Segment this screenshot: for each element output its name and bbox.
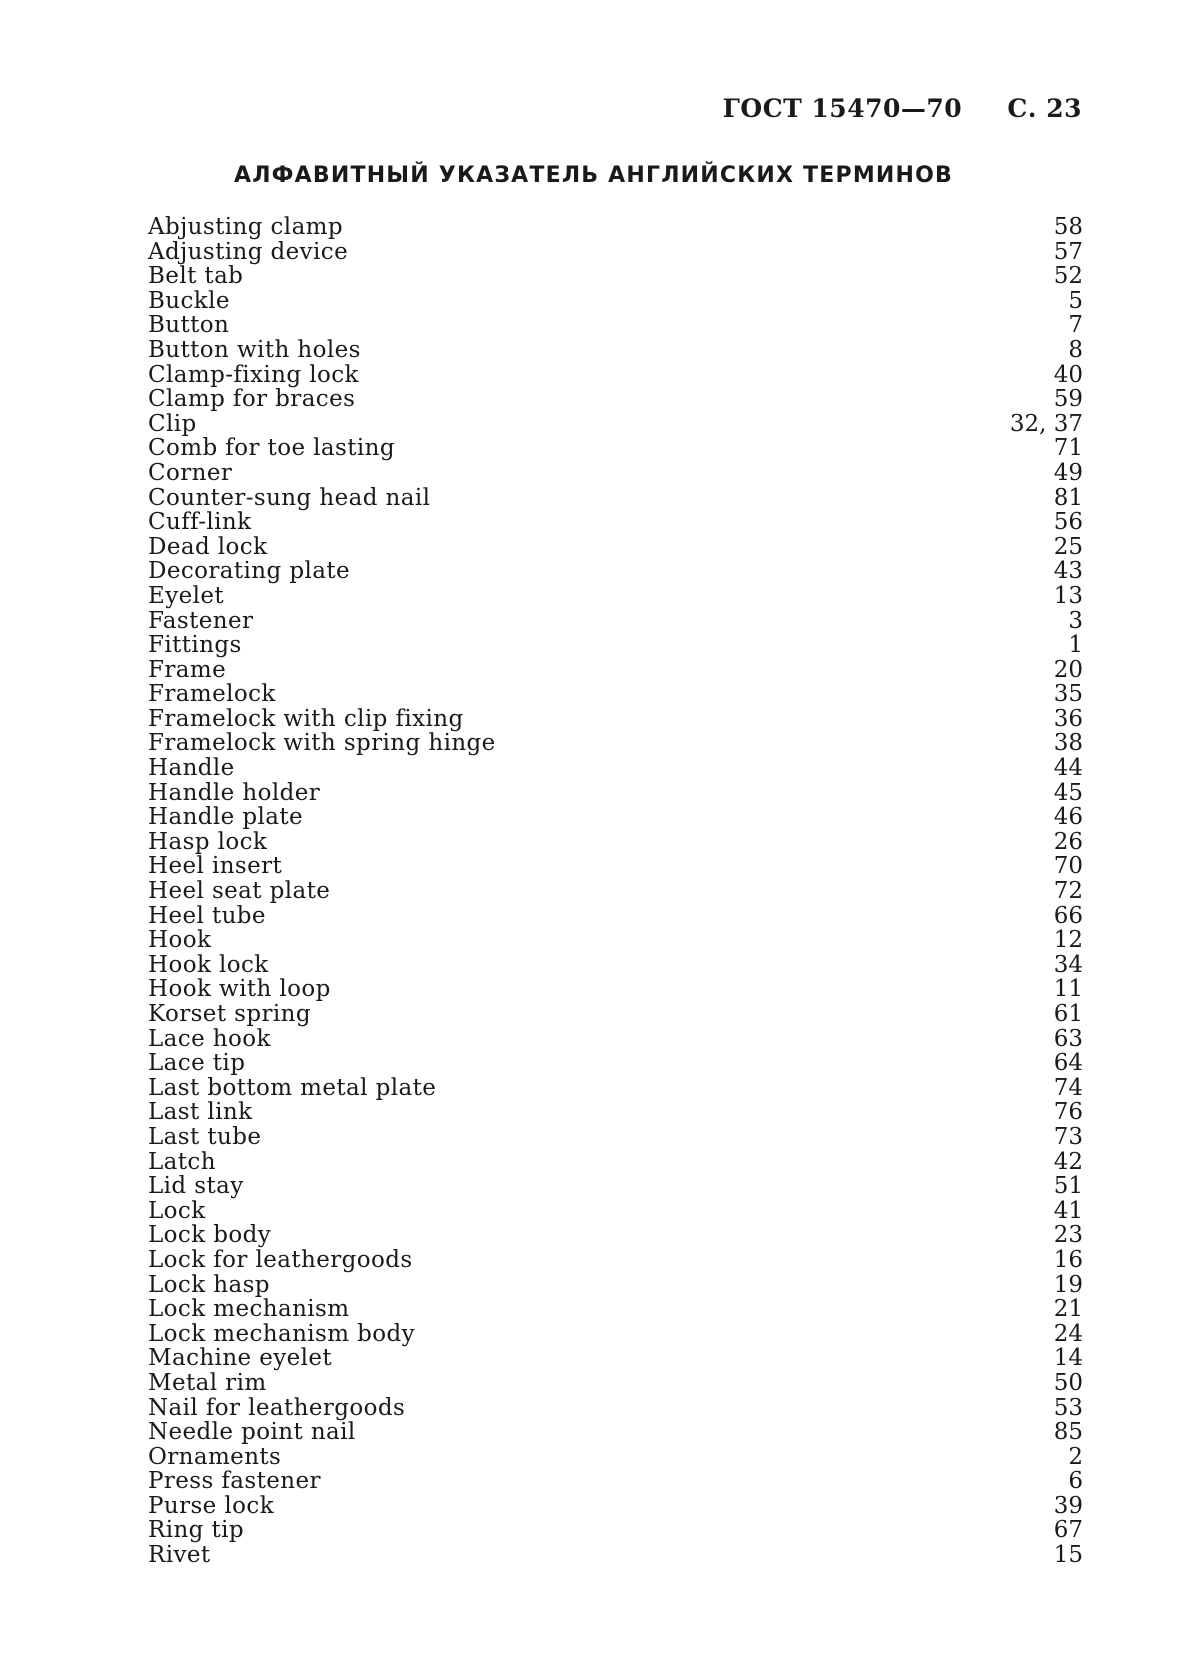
index-term-number: 24 <box>1053 1320 1083 1347</box>
index-term-number: 36 <box>1053 705 1083 732</box>
index-entry <box>148 707 1083 732</box>
index-entry <box>148 928 1083 953</box>
index-term: Abjusting clamp <box>148 214 344 240</box>
index-entry <box>148 1494 1083 1519</box>
index-term-number: 73 <box>1053 1123 1083 1150</box>
index-entry <box>148 830 1083 855</box>
index-entry <box>148 1199 1083 1224</box>
index-term-number: 26 <box>1053 828 1083 855</box>
index-term: Eyelet <box>148 582 225 609</box>
index-entry <box>148 1125 1083 1150</box>
index-term-number: 85 <box>1053 1419 1083 1446</box>
index-term-number: 39 <box>1053 1492 1083 1519</box>
index-term: Purse lock <box>148 1492 275 1519</box>
index-entry <box>148 436 1083 461</box>
index-term: Nail for leathergoods <box>148 1394 406 1421</box>
index-entry <box>148 1445 1083 1470</box>
index-term: Lock mechanism body <box>148 1320 416 1347</box>
index-entry <box>148 240 1083 265</box>
index-term: Latch <box>148 1148 216 1175</box>
index-term-number: 61 <box>1053 1001 1083 1027</box>
index-entry <box>148 1051 1083 1076</box>
index-term-number: 51 <box>1053 1173 1083 1200</box>
index-entry <box>148 682 1083 707</box>
index-term: Lace tip <box>148 1050 246 1077</box>
index-entry <box>148 1396 1083 1421</box>
index-entry <box>148 559 1083 584</box>
index-entry <box>148 977 1083 1002</box>
index-term-number: 38 <box>1053 730 1083 757</box>
index-entry <box>148 1076 1083 1101</box>
index-term-number: 5 <box>1068 287 1083 314</box>
index-entry <box>148 879 1083 904</box>
index-term-number: 34 <box>1053 951 1083 978</box>
index-term: Handle plate <box>148 804 304 831</box>
index-entry <box>148 731 1083 756</box>
index-term-number: 7 <box>1068 312 1083 339</box>
index-entry <box>148 510 1083 535</box>
index-term-number: 63 <box>1053 1025 1083 1052</box>
index-entry <box>148 313 1083 338</box>
index-term-number: 41 <box>1053 1197 1083 1224</box>
index-entry <box>148 805 1083 830</box>
index-term: Framelock with spring hinge <box>148 730 496 757</box>
index-term-number: 6 <box>1068 1468 1083 1495</box>
index-term: Heel seat plate <box>148 878 331 905</box>
index-term-number: 52 <box>1053 263 1083 290</box>
index-term: Clamp for braces <box>148 386 356 413</box>
index-entry <box>148 1174 1083 1199</box>
index-term: Press fastener <box>148 1468 321 1495</box>
index-entry <box>148 1518 1083 1543</box>
index-term: Decorating plate <box>148 558 350 585</box>
index-term: Fastener <box>148 607 254 634</box>
index-term: Dead lock <box>148 533 268 560</box>
index-term-number: 3 <box>1068 607 1083 634</box>
index-term-number: 66 <box>1053 902 1083 929</box>
index-term-number: 15 <box>1053 1542 1083 1569</box>
index-entry <box>148 1371 1083 1396</box>
index-term: Lock body <box>148 1222 272 1249</box>
index-term: Clamp-fixing lock <box>148 361 359 388</box>
index-term: Metal rim <box>148 1369 267 1396</box>
index-term: Frame <box>148 656 227 683</box>
index-term-number: 57 <box>1053 238 1083 265</box>
index-term: Lock <box>148 1197 206 1224</box>
index-entry <box>148 953 1083 978</box>
index-term-number: 46 <box>1053 804 1083 831</box>
index-entry <box>148 1002 1083 1027</box>
index-term: Adjusting device <box>148 238 349 265</box>
index-entry <box>148 1322 1083 1347</box>
index-term-number: 12 <box>1053 927 1083 954</box>
index-term-number: 53 <box>1053 1394 1083 1421</box>
index-entry <box>148 338 1083 363</box>
index-term: Lace hook <box>148 1025 271 1052</box>
index-term: Fittings <box>148 632 242 659</box>
index-term: Lock hasp <box>148 1271 270 1298</box>
index-term: Needle point nail <box>148 1419 356 1446</box>
index-term-number: 25 <box>1053 533 1083 560</box>
index-term: Framelock with clip fixing <box>148 705 464 732</box>
index-term: Hook <box>148 927 212 954</box>
index-entry <box>148 1223 1083 1248</box>
term-index-list <box>148 215 1083 1568</box>
index-entry <box>148 387 1083 412</box>
index-term-number: 13 <box>1053 582 1083 609</box>
index-term-number: 35 <box>1053 681 1083 708</box>
index-term: Handle <box>148 755 235 782</box>
index-term: Machine eyelet <box>148 1345 333 1372</box>
index-entry <box>148 1100 1083 1125</box>
index-term-number: 20 <box>1053 656 1083 683</box>
index-term: Hook lock <box>148 951 269 978</box>
index-term: Ornaments <box>148 1443 282 1470</box>
index-term: Hasp lock <box>148 828 268 855</box>
index-term: Lock mechanism <box>148 1296 350 1323</box>
index-title: АЛФАВИТНЫЙ УКАЗАТЕЛЬ АНГЛИЙСКИХ ТЕРМИНОВ <box>233 163 954 188</box>
index-entry <box>148 289 1083 314</box>
index-term: Heel tube <box>148 902 266 929</box>
index-entry <box>148 1346 1083 1371</box>
index-term: Corner <box>148 459 233 486</box>
index-term-number: 19 <box>1053 1271 1083 1298</box>
index-term-number: 59 <box>1053 386 1083 413</box>
index-term: Korset spring <box>148 1001 311 1027</box>
index-entry <box>148 1297 1083 1322</box>
index-term-number: 81 <box>1053 484 1083 511</box>
index-term-number: 44 <box>1053 755 1083 782</box>
index-entry <box>148 215 1083 240</box>
index-entry <box>148 1543 1083 1568</box>
index-entry <box>148 412 1083 437</box>
index-term-number: 72 <box>1053 878 1083 905</box>
index-term-number: 1 <box>1068 632 1083 659</box>
index-entry <box>148 486 1083 511</box>
index-term-number: 67 <box>1053 1517 1083 1544</box>
index-term-number: 58 <box>1053 214 1083 240</box>
index-term-number: 11 <box>1053 976 1083 1003</box>
index-term-number: 16 <box>1053 1246 1083 1273</box>
index-entry <box>148 854 1083 879</box>
index-term-number: 23 <box>1053 1222 1083 1249</box>
index-term: Ring tip <box>148 1517 245 1544</box>
index-term: Lid stay <box>148 1173 244 1200</box>
index-term-number: 76 <box>1053 1099 1083 1126</box>
index-term: Button <box>148 312 230 339</box>
index-term-number: 21 <box>1053 1296 1083 1323</box>
index-entry <box>148 609 1083 634</box>
index-term-number: 71 <box>1053 435 1083 462</box>
index-term: Handle holder <box>148 779 321 806</box>
index-entry <box>148 756 1083 781</box>
page-number: С. 23 <box>1007 94 1082 123</box>
index-term-number: 70 <box>1053 853 1083 880</box>
index-term-number: 49 <box>1053 459 1083 486</box>
index-entry <box>148 633 1083 658</box>
index-entry <box>148 363 1083 388</box>
index-term-number: 43 <box>1053 558 1083 585</box>
index-entry <box>148 1273 1083 1298</box>
index-entry <box>148 658 1083 683</box>
index-term-number: 74 <box>1053 1074 1083 1101</box>
index-term: Last bottom metal plate <box>148 1074 437 1101</box>
index-term: Framelock <box>148 681 276 708</box>
index-term-number: 2 <box>1068 1443 1083 1470</box>
index-term-number: 42 <box>1053 1148 1083 1175</box>
page-header <box>723 94 1082 123</box>
index-entry <box>148 1150 1083 1175</box>
index-term: Buckle <box>148 287 230 314</box>
index-term: Heel insert <box>148 853 283 880</box>
index-term: Cuff-link <box>148 509 252 536</box>
index-term-number: 45 <box>1053 779 1083 806</box>
index-term-number: 50 <box>1053 1369 1083 1396</box>
index-term-number: 56 <box>1053 509 1083 536</box>
index-entry <box>148 584 1083 609</box>
index-term-number: 64 <box>1053 1050 1083 1077</box>
index-entry <box>148 461 1083 486</box>
index-entry <box>148 1027 1083 1052</box>
index-term-number: 40 <box>1053 361 1083 388</box>
standard-number: ГОСТ 15470—70 <box>722 94 963 123</box>
index-entry <box>148 781 1083 806</box>
index-term: Last link <box>148 1099 253 1126</box>
index-entry <box>148 264 1083 289</box>
index-term: Last tube <box>148 1123 262 1150</box>
index-entry <box>148 1469 1083 1494</box>
index-term: Rivet <box>148 1542 211 1569</box>
index-term: Lock for leathergoods <box>148 1246 413 1273</box>
index-term: Button with holes <box>148 336 361 363</box>
index-term-number: 8 <box>1068 336 1083 363</box>
index-entry <box>148 1248 1083 1273</box>
index-term: Counter-sung head nail <box>148 484 431 511</box>
index-term: Comb for toe lasting <box>148 435 395 462</box>
index-entry <box>148 1420 1083 1445</box>
index-term: Hook with loop <box>148 976 331 1003</box>
index-term: Clip <box>148 410 197 437</box>
index-term-number: 14 <box>1053 1345 1083 1372</box>
index-entry <box>148 535 1083 560</box>
index-term: Belt tab <box>148 263 244 290</box>
index-term-number: 32, 37 <box>1009 410 1083 437</box>
index-entry <box>148 904 1083 929</box>
